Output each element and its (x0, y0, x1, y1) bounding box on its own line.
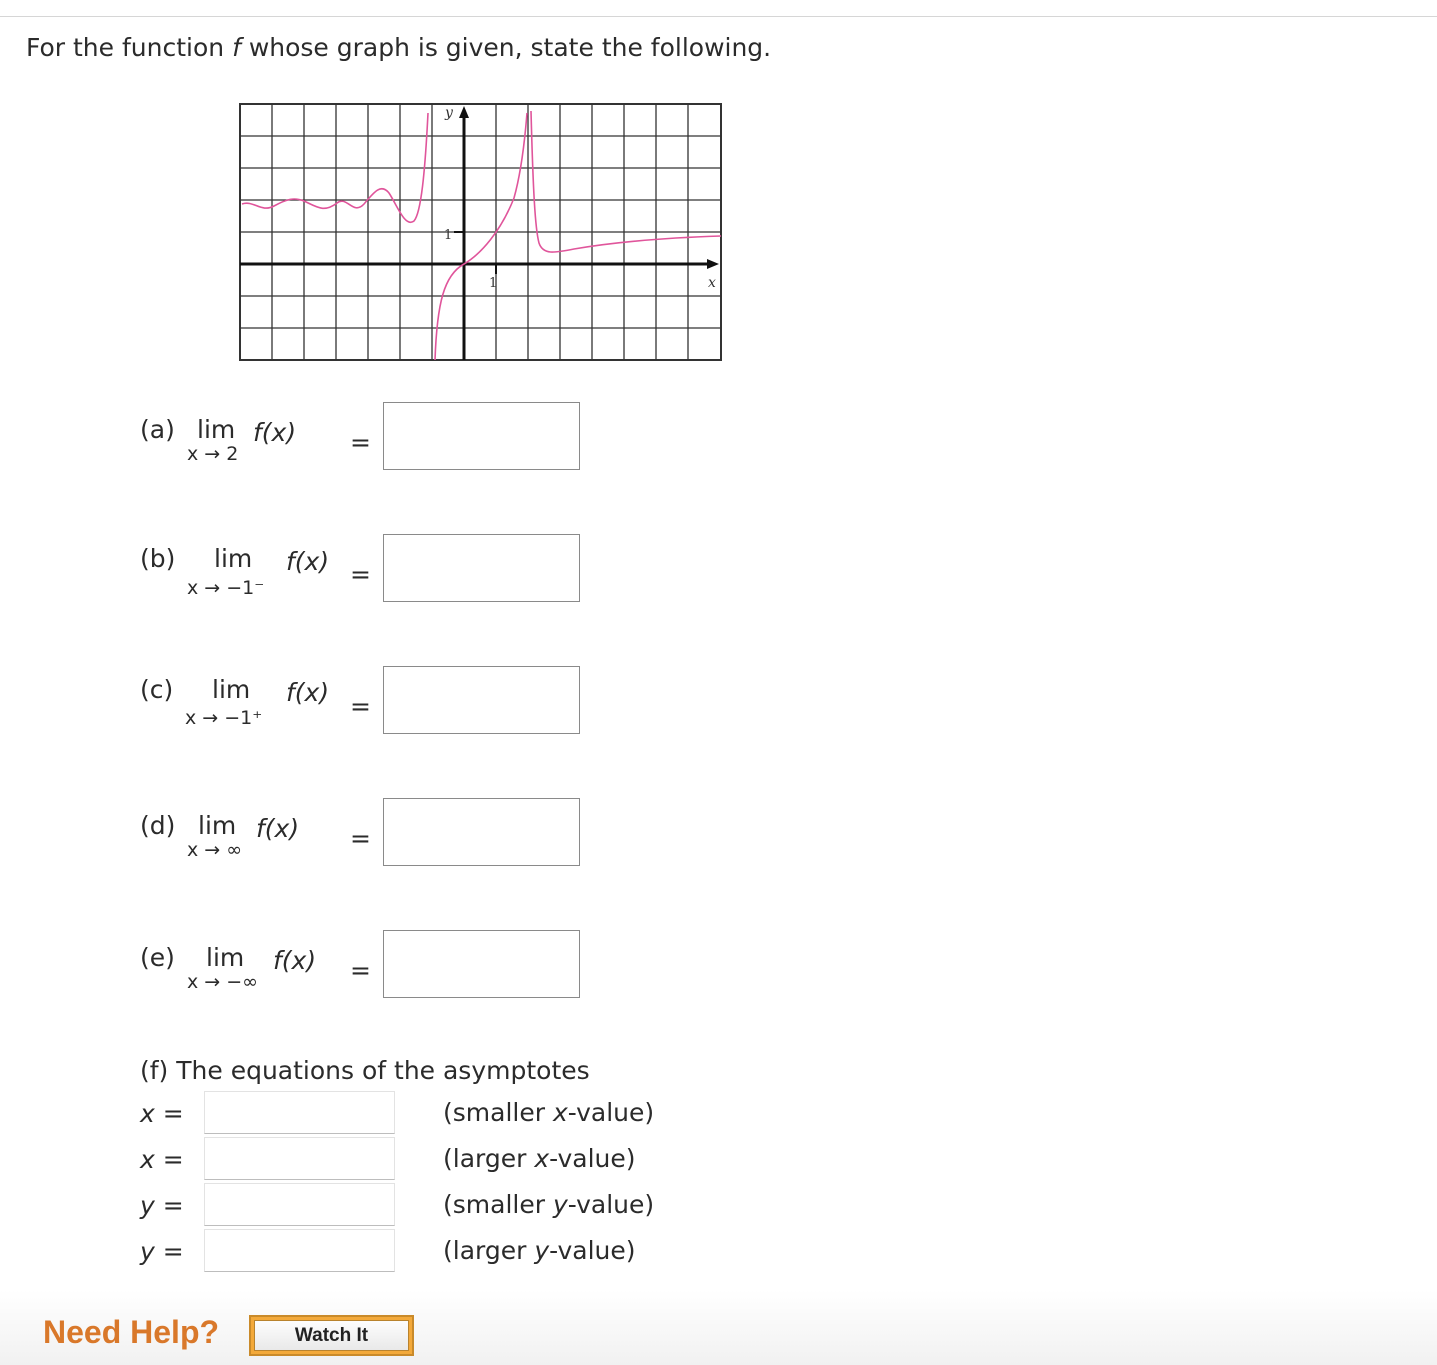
limit-e-equals: = (350, 956, 371, 985)
watch-it-label: Watch It (254, 1320, 409, 1351)
limit-d-equals: = (350, 824, 371, 853)
limit-e-label: (e) (140, 943, 175, 972)
asymptote-1-input[interactable] (204, 1091, 395, 1134)
limit-c-fx: f(x) (286, 678, 330, 707)
asymptote-2-input[interactable] (204, 1137, 395, 1180)
limit-d-label: (d) (140, 811, 176, 840)
limit-d-answer-input[interactable] (383, 798, 580, 866)
function-graph (239, 103, 723, 363)
asymptotes-title: (f) The equations of the asymptotes (140, 1056, 590, 1085)
asymptote-4-note: (larger y-value) (443, 1236, 636, 1265)
limit-b-fx: f(x) (286, 547, 330, 576)
limit-c-lim: lim (212, 675, 251, 704)
question-prompt: For the function f whose graph is given, state the following. (26, 33, 772, 62)
asymptote-1-label: x = (140, 1099, 184, 1128)
limit-e-answer-input[interactable] (383, 930, 580, 998)
need-help-label: Need Help? (43, 1314, 220, 1350)
limit-d-approach: x → ∞ (187, 839, 243, 861)
asymptote-4-label: y = (140, 1237, 184, 1266)
limit-b-approach: x → −1⁻ (187, 577, 265, 599)
limit-c-approach: x → −1⁺ (185, 707, 263, 729)
limit-d-fx: f(x) (256, 814, 300, 843)
limit-a-equals: = (350, 428, 371, 457)
limit-e-approach: x → −∞ (187, 971, 258, 993)
limit-a-label: (a) (140, 415, 175, 444)
asymptote-3-input[interactable] (204, 1183, 395, 1226)
limit-e-lim: lim (206, 943, 245, 972)
asymptote-3-label: y = (140, 1191, 184, 1220)
limit-a-approach: x → 2 (187, 443, 239, 465)
asymptote-1-note: (smaller x-value) (443, 1098, 655, 1127)
top-divider (0, 16, 1437, 17)
x-axis-label: x (708, 275, 716, 291)
asymptote-3-note: (smaller y-value) (443, 1190, 655, 1219)
limit-a-answer-input[interactable] (383, 402, 580, 470)
limit-d-lim: lim (198, 811, 237, 840)
y-axis-label: y (445, 105, 453, 121)
limit-a-fx: f(x) (253, 418, 297, 447)
limit-c-label: (c) (140, 675, 174, 704)
limit-c-answer-input[interactable] (383, 666, 580, 734)
asymptote-2-label: x = (140, 1145, 184, 1174)
limit-a-lim: lim (197, 415, 236, 444)
limit-b-answer-input[interactable] (383, 534, 580, 602)
asymptote-4-input[interactable] (204, 1229, 395, 1272)
x-tick-label: 1 (489, 276, 498, 291)
asymptote-2-note: (larger x-value) (443, 1144, 636, 1173)
limit-e-fx: f(x) (273, 946, 317, 975)
limit-c-equals: = (350, 692, 371, 721)
y-tick-label: 1 (444, 228, 453, 243)
limit-b-label: (b) (140, 544, 176, 573)
limit-b-equals: = (350, 560, 371, 589)
watch-it-button[interactable] (249, 1315, 414, 1356)
limit-b-lim: lim (214, 544, 253, 573)
